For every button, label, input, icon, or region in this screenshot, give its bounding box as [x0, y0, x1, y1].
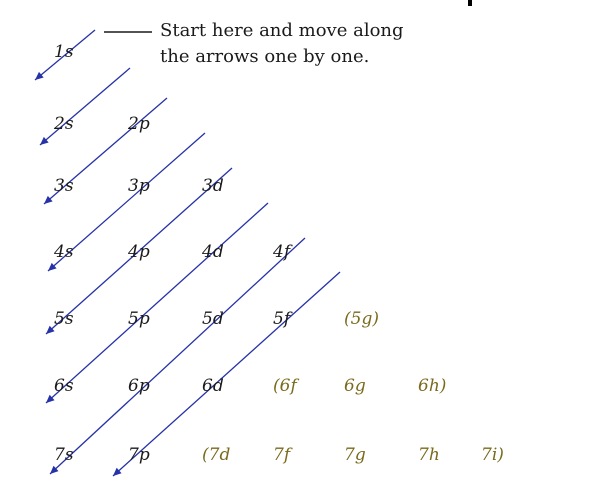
orbital-label: 6p — [128, 376, 150, 396]
edge-mark — [468, 0, 472, 6]
orbital-label: 7h — [418, 445, 440, 465]
orbital-label: 3p — [128, 176, 150, 196]
orbital-label: 5d — [202, 309, 224, 329]
arrow-shaft — [50, 238, 305, 474]
orbital-label: 3d — [202, 176, 224, 196]
orbital-label: 4p — [128, 242, 150, 262]
orbital-label: 5s — [54, 309, 74, 329]
orbital-label: 5f — [273, 309, 291, 329]
orbital-label: (7d — [202, 445, 231, 465]
orbital-label: 7s — [54, 445, 74, 465]
orbital-label: (5g) — [344, 309, 379, 329]
orbital-label: 7p — [128, 445, 150, 465]
orbital-label: 2s — [54, 114, 74, 134]
orbital-label: 4d — [202, 242, 224, 262]
orbital-label: 1s — [54, 42, 74, 62]
orbital-label: 6h) — [418, 376, 447, 396]
orbital-label: 6g — [344, 376, 366, 396]
instruction-line-2: the arrows one by one. — [160, 46, 370, 67]
orbital-label: (6f — [273, 376, 297, 396]
orbital-label: 7f — [273, 445, 291, 465]
orbital-label: 3s — [54, 176, 74, 196]
orbital-label: 7g — [344, 445, 366, 465]
orbital-label: 4s — [54, 242, 74, 262]
orbital-label: 5p — [128, 309, 150, 329]
orbital-label: 2p — [128, 114, 150, 134]
orbital-label: 6d — [202, 376, 224, 396]
instruction-line-1: Start here and move along — [160, 20, 404, 41]
diagonal-arrow-7 — [50, 238, 305, 474]
orbital-label: 7i) — [481, 445, 504, 465]
instruction-note — [160, 18, 404, 70]
orbital-label: 4f — [273, 242, 291, 262]
orbital-label: 6s — [54, 376, 74, 396]
